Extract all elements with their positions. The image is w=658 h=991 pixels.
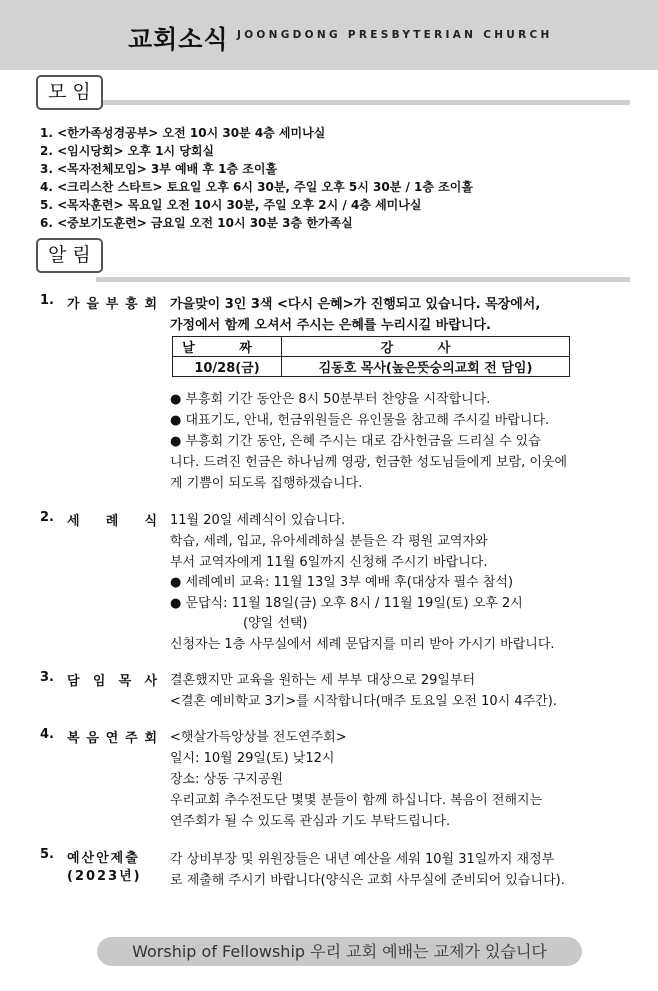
- notices-tag: 알 림: [36, 238, 103, 273]
- meeting-item: 6. <중보기도훈련> 금요일 오전 10시 30분 3층 한가족실: [40, 216, 353, 230]
- notice-text: ● 세례예비 교육: 11월 13일 3부 예배 후(대상자 필수 참석): [170, 575, 514, 590]
- notice-label: 복 음 연 주 회: [67, 731, 157, 746]
- notice-label: 담 임 목 사: [67, 674, 157, 689]
- notice-number: 2.: [40, 510, 54, 525]
- notice-text: 니다. 드려진 헌금은 하나님께 영광, 헌금한 성도님들에게 보람, 이웃에: [170, 455, 568, 470]
- meeting-item: 3. <목자전체모임> 3부 예배 후 1층 조이홀: [40, 162, 278, 176]
- meeting-item: 4. <크리스찬 스타트> 토요일 오후 6시 30분, 주일 오후 5시 30분 / 1층 조이홀: [40, 180, 473, 194]
- notice-text: 11월 20일 세례식이 있습니다.: [170, 513, 346, 528]
- notice-text: 장소: 상동 구지공원: [170, 772, 284, 787]
- notice-text: 학습, 세례, 입교, 유아세례하실 분들은 각 평원 교역자와: [170, 534, 488, 549]
- notice-number: 1.: [40, 293, 54, 308]
- section-divider: [96, 277, 630, 282]
- section-divider: [100, 100, 630, 105]
- notice-text: 신청자는 1층 사무실에서 세례 문답지를 미리 받아 가시기 바랍니다.: [170, 637, 555, 652]
- notice-text: 로 제출해 주시기 바랍니다(양식은 교회 사무실에 준비되어 있습니다).: [170, 873, 565, 888]
- notice-number: 4.: [40, 727, 54, 742]
- table-header: 강 사: [282, 337, 570, 357]
- church-name: JOONGDONG PRESBYTERIAN CHURCH: [237, 29, 553, 41]
- table-header: 날 짜: [173, 337, 282, 357]
- footer-slogan: Worship of Fellowship 우리 교회 예배는 교제가 있습니다: [132, 942, 547, 961]
- meeting-item: 5. <목자훈련> 목요일 오전 10시 30분, 주일 오후 2시 / 4층 세미나실: [40, 198, 422, 212]
- notice-label: 가 을 부 흥 회: [67, 297, 157, 312]
- table-row: [173, 357, 570, 377]
- table-cell: 10/28(금): [173, 357, 282, 377]
- revival-schedule-table: [172, 336, 570, 377]
- notice-text: 연주회가 될 수 있도록 관심과 기도 부탁드립니다.: [170, 814, 451, 829]
- notice-text: 각 상비부장 및 위원장들은 내년 예산을 세워 10월 31일까지 재정부: [170, 852, 555, 867]
- notice-text: 게 기쁨이 되도록 집행하겠습니다.: [170, 476, 363, 491]
- meetings-tag: 모 임: [36, 75, 103, 110]
- notice-text: (양일 선택): [243, 616, 308, 631]
- notice-text: ● 대표기도, 안내, 헌금위원들은 유인물을 참고해 주시길 바랍니다.: [170, 413, 550, 428]
- notice-label: 예산안제출: [67, 851, 140, 866]
- notice-text: <결혼 예비학교 3기>를 시작합니다(매주 토요일 오전 10시 4주간).: [170, 694, 557, 709]
- notice-text: 우리교회 추수전도단 몇몇 분들이 함께 하십니다. 복음이 전해지는: [170, 793, 543, 808]
- notice-label: (2023년): [67, 869, 142, 884]
- notice-text: 결혼했지만 교육을 원하는 세 부부 대상으로 29일부터: [170, 673, 476, 688]
- notice-number: 5.: [40, 847, 54, 862]
- notice-text: ● 부흥회 기간 동안은 8시 50분부터 찬양을 시작합니다.: [170, 392, 491, 407]
- page-header: [0, 0, 658, 70]
- table-cell: 김동호 목사(높은뜻숭의교회 전 담임): [282, 357, 570, 377]
- page-title: 교회소식: [128, 25, 229, 54]
- notice-text: 부서 교역자에게 11월 6일까지 신청해 주시기 바랍니다.: [170, 555, 488, 570]
- notice-text: <햇살가득앙상블 전도연주회>: [170, 730, 347, 745]
- notice-label: 세 례 식: [67, 514, 157, 529]
- notice-text: 가정에서 함께 오셔서 주시는 은혜를 누리시길 바랍니다.: [170, 318, 491, 333]
- table-header-row: [173, 337, 570, 357]
- notice-text: ● 부흥회 기간 동안, 은혜 주시는 대로 감사헌금을 드리실 수 있습: [170, 434, 541, 449]
- meeting-item: 2. <임시당회> 오후 1시 당회실: [40, 144, 214, 158]
- notice-number: 3.: [40, 670, 54, 685]
- notice-text: 가을맞이 3인 3색 <다시 은혜>가 진행되고 있습니다. 목장에서,: [170, 297, 541, 312]
- notice-text: ● 문답식: 11월 18일(금) 오후 8시 / 11월 19일(토) 오후 2시: [170, 596, 523, 611]
- meeting-item: 1. <한가족성경공부> 오전 10시 30분 4층 세미나실: [40, 126, 326, 140]
- notice-text: 일시: 10월 29일(토) 낮12시: [170, 751, 335, 766]
